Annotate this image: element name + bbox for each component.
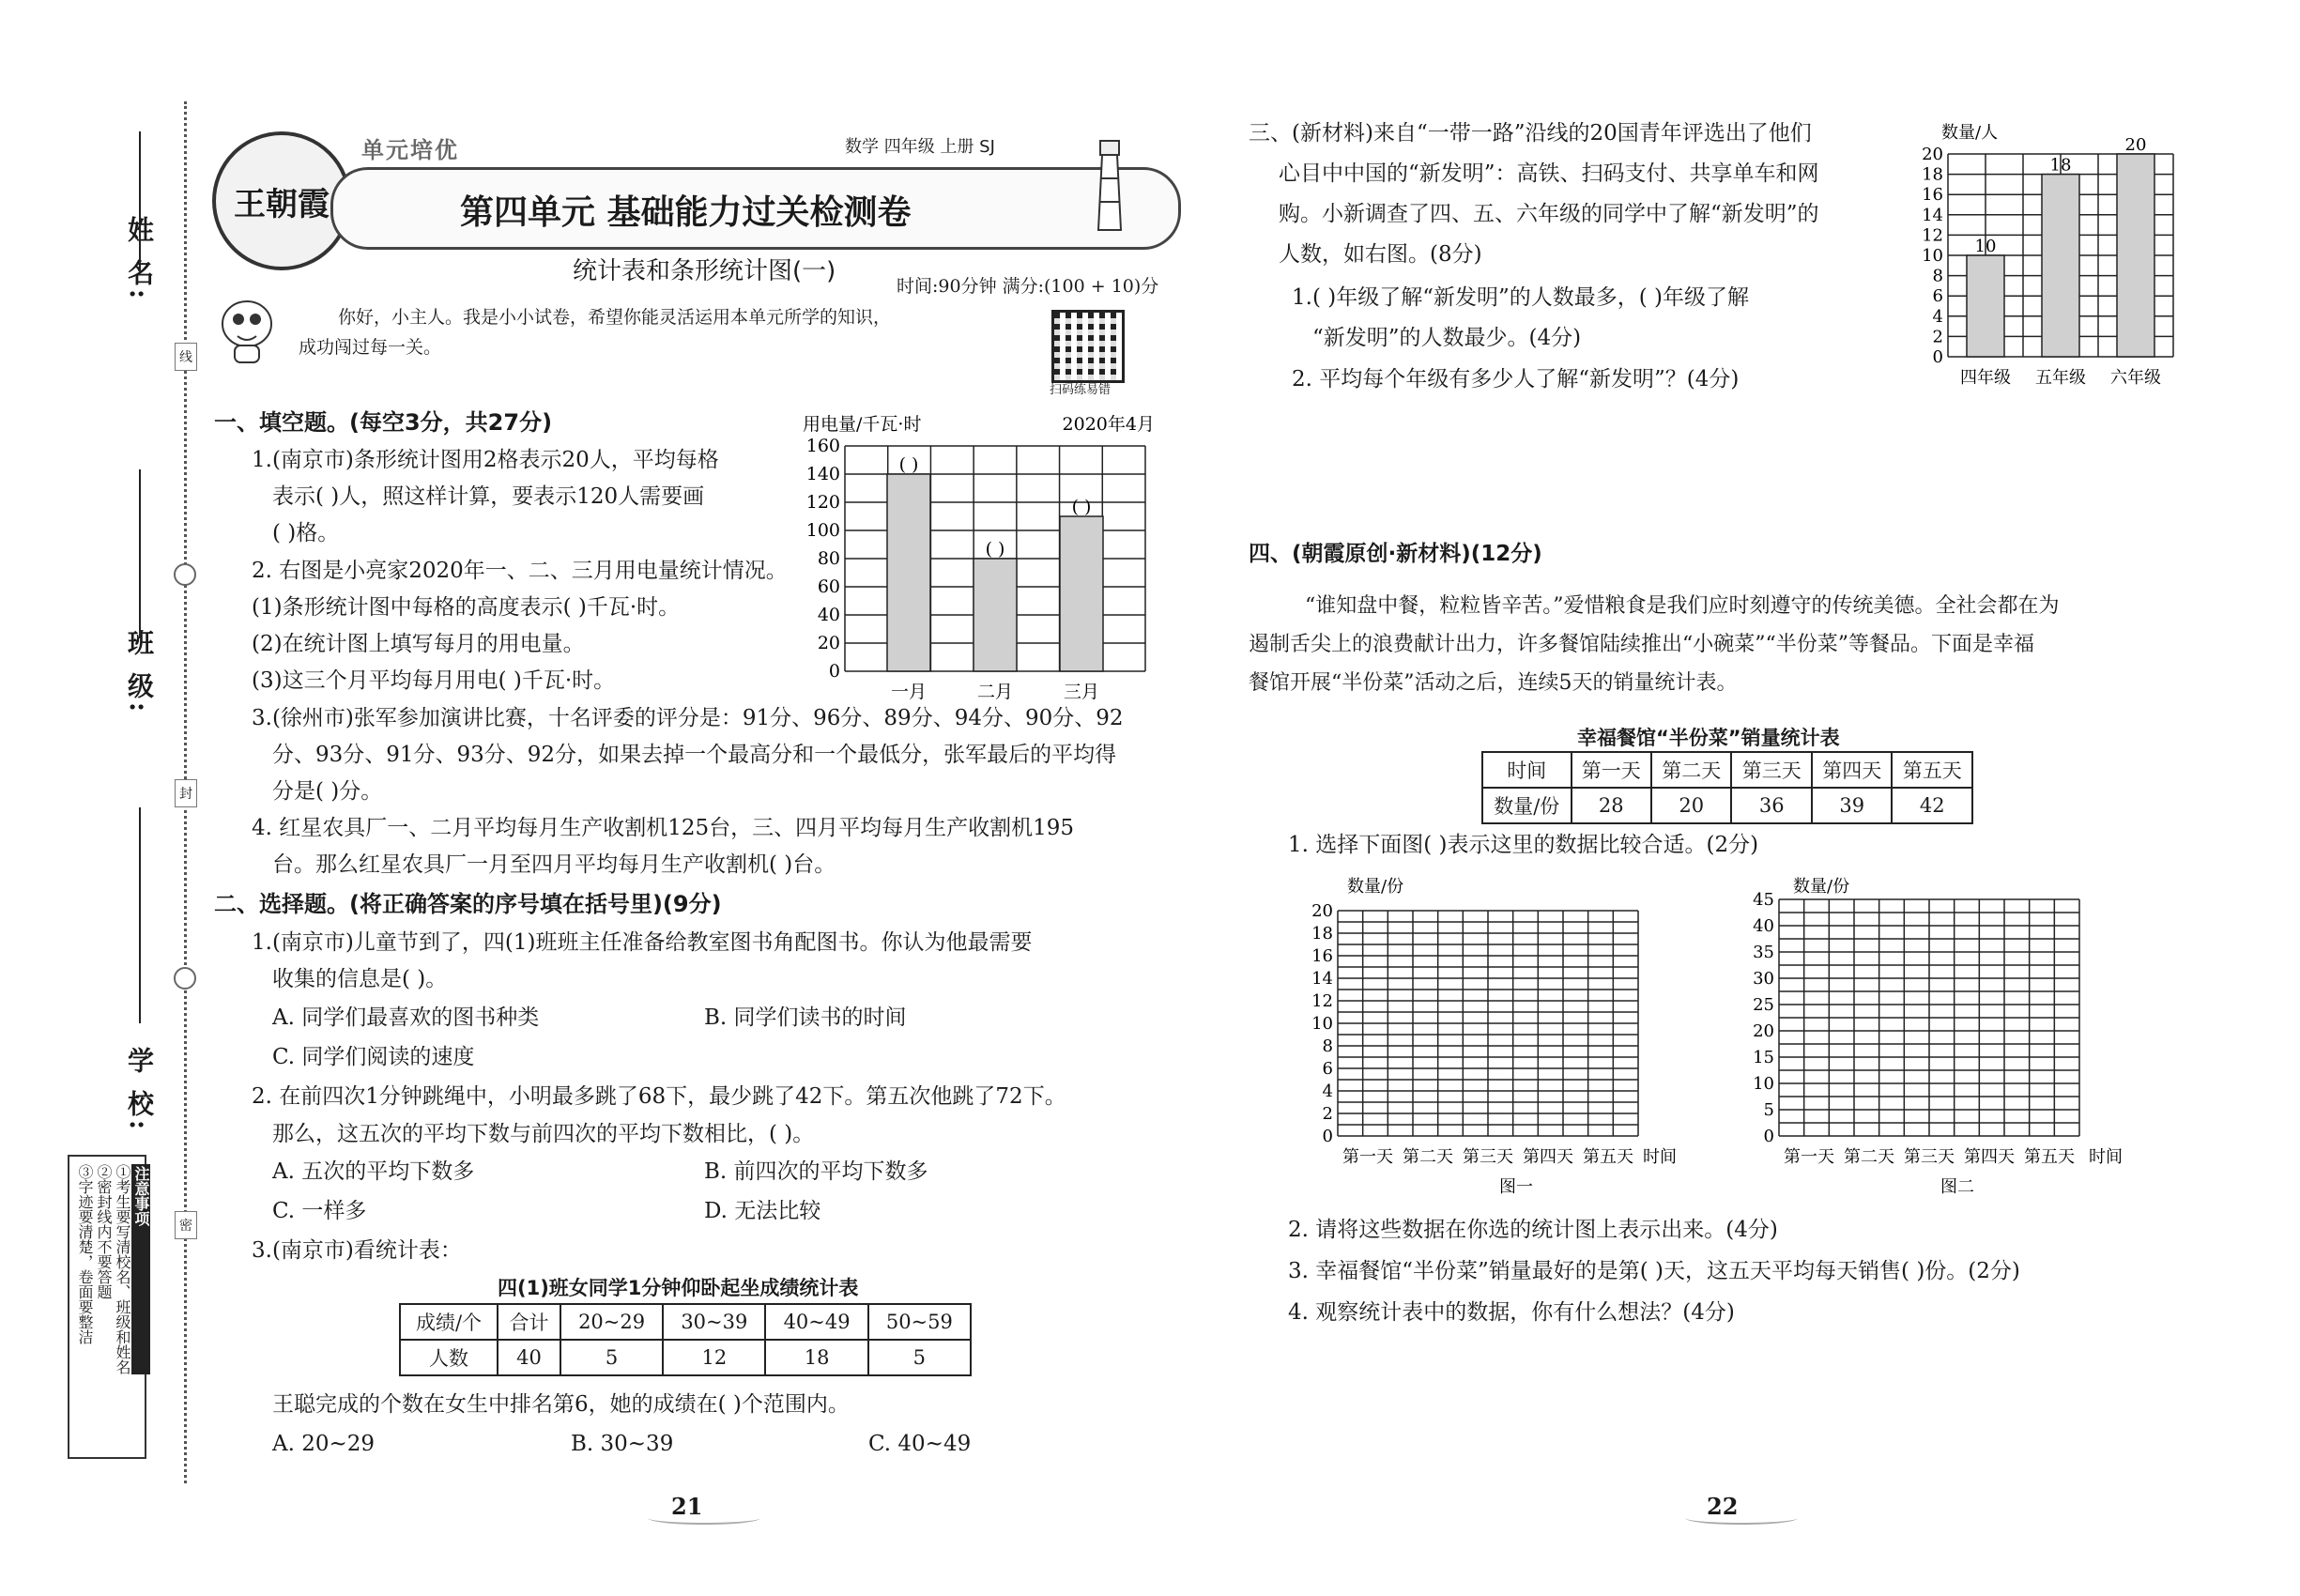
data-label: ( ) [1071,497,1092,517]
y-tick-label: 10 [1753,1074,1774,1094]
s4-para-line-1: “谁知盘中餐，粒粒皆辛苦。”爱惜粮食是我们应时刻遵守的传统美德。全社会都在为 [1305,594,2060,618]
y-tick-label: 12 [1311,991,1333,1011]
s4-table [1481,751,1973,824]
x-tick-label: 第五天 [1583,1147,1633,1167]
c3-line-2[interactable]: 王聪完成的个数在女生中排名第6，她的成绩在( )个范围内。 [272,1392,850,1417]
c3-table [399,1303,972,1376]
data-label: 20 [2124,135,2147,155]
s3-q2[interactable]: 2. 平均每个年级有多少人了解“新发明”？(4分) [1292,367,1740,391]
x-axis-label: 时间 [1643,1147,1677,1167]
subject-info: 数学 四年级 上册 SJ [845,137,995,157]
table-cell: 第三天 [1731,752,1811,788]
table-cell: 成绩/个 [400,1304,498,1340]
chart-title: 2020年4月 [1062,414,1155,435]
y-tick-label: 10 [1311,1014,1333,1034]
seal-mark-xian: 线 [175,343,197,371]
y-tick-label: 5 [1763,1100,1774,1120]
table-cell: 时间 [1482,752,1572,788]
y-axis-label: 用电量/千瓦·时 [803,414,922,435]
y-tick-label: 0 [1322,1127,1333,1146]
c3-option-a[interactable]: A. 20~29 [272,1432,376,1456]
c3-option-b[interactable]: B. 30~39 [571,1432,674,1456]
electricity-bar-chart [770,404,1164,704]
table-cell: 第二天 [1651,752,1731,788]
brand-name: 王朝霞 [234,185,330,223]
lighthouse-icon [1089,131,1130,235]
page-title: 第四单元 基础能力过关检测卷 [460,193,912,232]
q2-line-2[interactable]: (1)条形统计图中每格的高度表示( )千瓦·时。 [252,595,681,620]
y-axis-label: 数量/份 [1347,877,1404,897]
q1-line-2[interactable]: 表示( )人，照这样计算，要表示120人需要画 [272,484,705,509]
y-tick-label: 10 [1922,246,1943,266]
x-axis-label: 时间 [2089,1147,2123,1167]
table-cell: 40 [498,1340,560,1375]
notes [75,1164,150,1374]
y-tick-label: 8 [1932,266,1943,286]
y-tick-label: 15 [1753,1048,1774,1067]
name-line[interactable] [139,131,141,272]
y-tick-label: 4 [1932,306,1943,327]
x-tick-label: 三月 [1063,682,1100,702]
y-tick-label: 40 [817,605,840,625]
binding-hole-icon [174,563,196,586]
school-line[interactable] [139,807,141,1023]
data-label: ( ) [898,454,919,475]
binding-hole-icon [174,967,196,990]
section-2-title: 二、选择题。(将正确答案的序号填在括号里)(9分) [214,891,722,917]
s4-q3[interactable]: 3. 幸福餐馆“半份菜”销量最好的是第( )天，这五天平均每天销售( )份。(2分) [1288,1259,2020,1283]
page-number-left: 21 [671,1493,703,1520]
new-invention-bar-chart [1906,117,2187,390]
c1-line-1: 1.(南京市)儿童节到了，四(1)班班主任准备给教室图书角配图书。你认为他最需要 [252,930,1033,955]
y-tick-label: 160 [805,436,840,456]
c1-line-2[interactable]: 收集的信息是( )。 [272,967,448,991]
y-tick-label: 14 [1311,969,1333,989]
empty-grid-chart-2[interactable] [1727,871,2159,1209]
y-tick-label: 30 [1753,969,1774,989]
c2-line-1: 2. 在前四次1分钟跳绳中，小明最多跳了68下，最少跳了42下。第五次他跳了72下。 [252,1084,1066,1109]
y-tick-label: 6 [1932,286,1943,307]
c1-option-b[interactable]: B. 同学们读书的时间 [704,1005,907,1030]
y-tick-label: 140 [805,464,840,484]
table-row [1482,788,1972,823]
table-cell: 42 [1892,788,1972,823]
table-cell: 5 [868,1340,971,1375]
s3-q1-line-1[interactable]: 1.( )年级了解“新发明”的人数最多，( )年级了解 [1292,285,1749,310]
s3-line-4: 人数，如右图。(8分) [1279,242,1482,267]
x-tick-label: 第四天 [1964,1147,2015,1167]
note-2: ②密封线内不要答题 [95,1164,113,1299]
data-label: 18 [2049,155,2072,176]
y-tick-label: 40 [1753,916,1774,936]
y-axis-label: 数量/份 [1793,877,1850,897]
table-cell: 20~29 [560,1304,663,1340]
y-tick-label: 20 [1922,145,1943,164]
c2-line-2[interactable]: 那么，这五次的平均下数与前四次的平均下数相比，( )。 [272,1122,815,1146]
x-tick-label: 第五天 [2024,1147,2075,1167]
q2-line-3: (2)在统计图上填写每月的用电量。 [252,632,585,656]
y-tick-label: 120 [805,492,840,513]
x-tick-label: 第三天 [1904,1147,1955,1167]
table-cell: 第一天 [1572,752,1651,788]
y-tick-label: 4 [1322,1082,1333,1101]
table-cell: 合计 [498,1304,560,1340]
s3-line-1: 三、(新材料)来自“一带一路”沿线的20国青年评选出了他们 [1249,121,1812,146]
x-tick-label: 六年级 [2110,368,2161,388]
y-tick-label: 25 [1753,995,1774,1015]
s4-q2[interactable]: 2. 请将这些数据在你选的统计图上表示出来。(4分) [1288,1218,1778,1242]
table-row [400,1340,971,1375]
table-row [1482,752,1972,788]
y-tick-label: 0 [828,661,840,682]
y-tick-label: 14 [1922,205,1943,225]
x-tick-label: 第一天 [1784,1147,1834,1167]
section-1-title: 一、填空题。(每空3分，共27分) [214,409,553,436]
seal-mark-feng: 封 [175,779,197,807]
c2-option-b[interactable]: B. 前四次的平均下数多 [704,1159,928,1184]
s3-line-2: 心目中中国的“新发明”：高铁、扫码支付、共享单车和网 [1279,161,1819,186]
table-cell: 36 [1731,788,1811,823]
class-label: 班 级: [124,629,155,716]
mascot-icon [214,291,280,366]
c3-option-c[interactable]: C. 40~49 [868,1432,972,1456]
s3-line-3: 购。小新调查了四、五、六年级的同学中了解“新发明”的 [1279,202,1819,226]
table-cell: 第五天 [1892,752,1972,788]
note-3: ③字迹要清楚，卷面要整洁 [76,1164,94,1344]
y-tick-label: 2 [1322,1104,1333,1124]
y-tick-label: 16 [1922,185,1943,206]
s4-q4[interactable]: 4. 观察统计表中的数据，你有什么想法？(4分) [1288,1300,1735,1325]
q4-line-2[interactable]: 台。那么红星农具厂一月至四月平均每月生产收割机( )台。 [272,852,836,877]
greeting-line-1: 你好，小主人。我是小小试卷，希望你能灵活运用本单元所学的知识， [338,307,892,328]
y-axis-label: 数量/人 [1941,123,1999,143]
greeting-line-2: 成功闯过每一关。 [299,337,442,358]
bar [2117,154,2154,357]
y-tick-label: 18 [1311,924,1333,944]
table-cell: 数量/份 [1482,788,1572,823]
table-cell: 50~59 [868,1304,971,1340]
x-tick-label: 四年级 [1960,368,2011,388]
x-tick-label: 第二天 [1403,1147,1453,1167]
table-row [400,1304,971,1340]
series-label: 单元培优 [361,137,459,163]
y-tick-label: 12 [1922,225,1943,246]
x-tick-label: 五年级 [2035,368,2086,388]
y-tick-label: 2 [1932,327,1943,347]
c1-option-c[interactable]: C. 同学们阅读的速度 [272,1045,475,1069]
page-number-right: 22 [1707,1493,1739,1520]
x-tick-label: 第二天 [1844,1147,1894,1167]
table-cell: 12 [663,1340,765,1375]
c3-table-title: 四(1)班女同学1分钟仰卧起坐成绩统计表 [498,1277,859,1299]
bar [887,474,930,671]
s3-q1-line-2: “新发明”的人数最少。(4分) [1312,326,1582,350]
data-label: 10 [1974,237,1997,256]
table-cell: 28 [1572,788,1651,823]
s4-q1[interactable]: 1. 选择下面图( )表示这里的数据比较合适。(2分) [1288,833,1759,857]
table-cell: 30~39 [663,1304,765,1340]
x-tick-label: 二月 [976,682,1014,702]
chart-title: 图一 [1499,1177,1533,1197]
q1-line-1: 1.(南京市)条形统计图用2格表示20人，平均每格 [252,448,719,472]
name-label: 姓 名: [124,216,155,303]
note-1: ①考生要写清校名、班级和姓名 [114,1164,131,1374]
table-cell: 18 [765,1340,867,1375]
x-tick-label: 第四天 [1523,1147,1573,1167]
q3-line-1: 3.(徐州市)张军参加演讲比赛，十名评委的评分是：91分、96分、89分、94分、90分、92 [252,706,1124,730]
y-tick-label: 20 [1311,901,1333,921]
table-cell: 第四天 [1812,752,1892,788]
x-tick-label: 第一天 [1342,1147,1393,1167]
qr-code-icon[interactable] [1051,310,1125,383]
y-tick-label: 20 [817,633,840,653]
bar [1967,255,2004,357]
bar [1060,516,1103,671]
footer-ornament [648,1512,760,1525]
x-tick-label: 一月 [890,682,928,702]
school-label: 学 校: [124,1047,155,1134]
table-cell: 20 [1651,788,1731,823]
subtitle: 统计表和条形统计图(一) [573,257,836,285]
bar [2042,175,2079,357]
qr-label: 扫码练易错 [1050,383,1112,397]
data-label: ( ) [985,539,1005,560]
c2-option-c[interactable]: C. 一样多 [272,1199,367,1223]
table-cell: 5 [560,1340,663,1375]
y-tick-label: 18 [1922,164,1943,185]
y-tick-label: 16 [1311,946,1333,966]
empty-grid-chart-1[interactable] [1296,871,1709,1209]
x-tick-label: 第三天 [1463,1147,1513,1167]
y-tick-label: 8 [1322,1036,1333,1056]
time-score: 时间:90分钟 满分:(100 + 10)分 [897,276,1159,297]
q3-line-3[interactable]: 分是( )分。 [272,779,383,804]
table-cell: 40~49 [765,1304,867,1340]
y-tick-label: 100 [805,520,840,541]
y-tick-label: 60 [817,576,840,597]
section-4-title: 四、(朝霞原创·新材料)(12分) [1249,542,1542,566]
y-tick-label: 0 [1763,1127,1774,1146]
q4-line-1: 4. 红星农具厂一、二月平均每月生产收割机125台，三、四月平均每月生产收割机195 [252,816,1075,840]
s4-para-line-3: 餐馆开展“半份菜”活动之后，连续5天的销量统计表。 [1249,671,1738,695]
c2-option-a[interactable]: A. 五次的平均下数多 [272,1159,475,1184]
footer-ornament [1685,1512,1798,1525]
class-line[interactable] [139,469,141,638]
table-cell: 人数 [400,1340,498,1375]
seal-mark-mi: 密 [175,1211,197,1239]
s4-para-line-2: 遏制舌尖上的浪费献计出力，许多餐馆陆续推出“小碗菜”“半份菜”等餐品。下面是幸福 [1249,633,2034,656]
y-tick-label: 0 [1932,347,1943,367]
y-tick-label: 6 [1322,1059,1333,1079]
q2-line-4[interactable]: (3)这三个月平均每月用电( )千瓦·时。 [252,668,616,693]
s4-table-title: 幸福餐馆“半份菜”销量统计表 [1577,727,1840,749]
c1-option-a[interactable]: A. 同学们最喜欢的图书种类 [272,1005,540,1030]
c2-option-d[interactable]: D. 无法比较 [704,1199,821,1223]
c3-line-1: 3.(南京市)看统计表： [252,1238,462,1263]
table-cell: 39 [1812,788,1892,823]
y-tick-label: 80 [817,548,840,569]
q3-line-2: 分、93分、91分、93分、92分，如果去掉一个最高分和一个最低分，张军最后的平均得 [272,743,1117,767]
bar [974,559,1017,671]
q1-line-3[interactable]: ( )格。 [272,521,340,545]
y-tick-label: 45 [1753,890,1774,910]
q2-line-1: 2. 右图是小亮家2020年一、二、三月用电量统计情况。 [252,559,788,583]
y-tick-label: 20 [1753,1021,1774,1041]
y-tick-label: 35 [1753,943,1774,962]
notes-title: 注意事项 [131,1164,150,1374]
chart-title: 图二 [1940,1177,1974,1197]
